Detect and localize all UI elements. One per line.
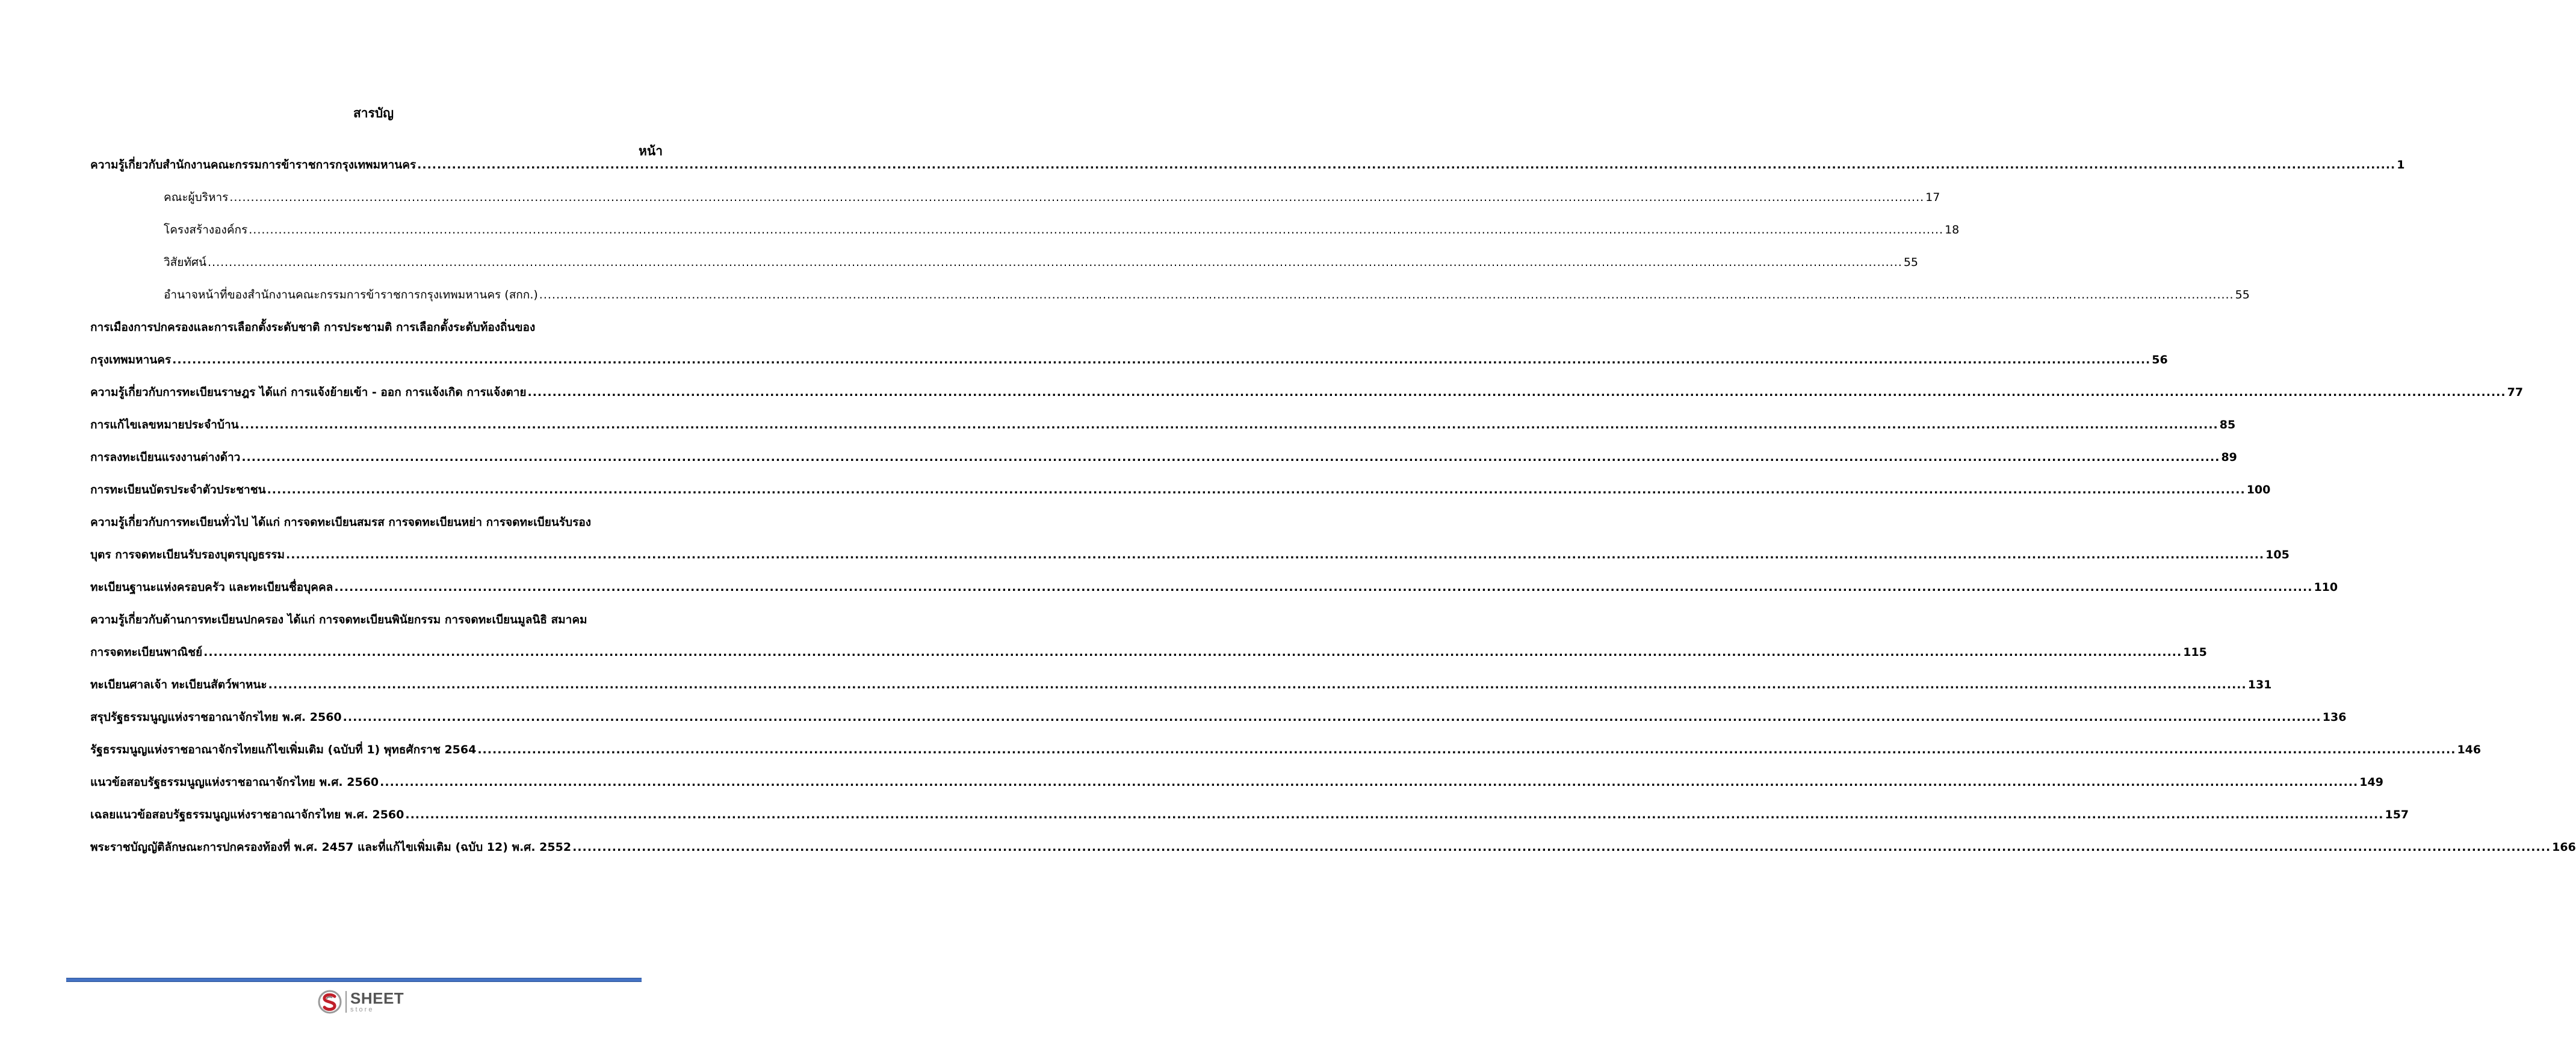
toc-entry-title: คณะผู้บริหาร <box>164 191 229 204</box>
dot-leader: ................................................................................................................................................................................................................................................................................................................................................................................................................ <box>207 256 1903 269</box>
toc-entry-title: พระราชบัญญัติลักษณะการปกครองท้องที่ พ.ศ. 2457 และที่แก้ไขเพิ่มเติม (ฉบับ 12) พ.ศ. 2552 <box>90 841 572 854</box>
dot-leader: ................................................................................................................................................................................................................................................................................................................................................................................................................ <box>477 743 2456 756</box>
toc-entry-title: การทะเบียนบัตรประจำตัวประชาชน <box>90 483 266 496</box>
page-title: สารบัญ <box>353 106 394 120</box>
toc-entry <box>90 376 2524 409</box>
toc-page-number: 1 <box>2397 158 2405 171</box>
toc-entry-title: กรุงเทพมหานคร <box>90 353 172 366</box>
toc-entry-title: บุตร การจดทะเบียนรับรองบุตรบุญธรรม <box>90 548 285 561</box>
footer-logo <box>318 989 404 1015</box>
dot-leader: ................................................................................................................................................................................................................................................................................................................................................................................................................ <box>286 548 2265 561</box>
toc-entry <box>164 181 1940 214</box>
toc-entry-title: ความรู้เกี่ยวกับการทะเบียนราษฎร ได้แก่ การแจ้งย้ายเข้า - ออก การแจ้งเกิด การแจ้งตาย <box>90 386 527 399</box>
toc-entry-title: แนวข้อสอบรัฐธรรมนูญแห่งราชอาณาจักรไทย พ.ศ. 2560 <box>90 776 379 789</box>
toc-page-number: 55 <box>2235 288 2250 301</box>
toc-entry <box>90 733 2482 766</box>
logo-subtitle: store <box>350 1006 374 1013</box>
toc-entry <box>90 831 2576 863</box>
dot-leader: ................................................................................................................................................................................................................................................................................................................................................................................................................ <box>268 678 2247 691</box>
toc-entry <box>90 149 2405 181</box>
toc-entry <box>90 798 2409 831</box>
toc-entry-title: การลงทะเบียนแรงงานต่างด้าว <box>90 451 241 464</box>
toc-entry-title: รัฐธรรมนูญแห่งราชอาณาจักรไทยแก้ไขเพิ่มเติม (ฉบับที่ 1) พุทธศักราช 2564 <box>90 743 477 756</box>
dot-leader: ................................................................................................................................................................................................................................................................................................................................................................................................................ <box>203 646 2182 659</box>
toc-entry-title: วิสัยทัศน์ <box>164 256 206 269</box>
toc-entry-title: สรุปรัฐธรรมนูญแห่งราชอาณาจักรไทย พ.ศ. 2560 <box>90 711 342 724</box>
toc-entry <box>90 506 2290 571</box>
dot-leader: ................................................................................................................................................................................................................................................................................................................................................................................................................ <box>249 223 1944 236</box>
toc-page-number: 17 <box>1925 191 1940 204</box>
toc-page-number: 85 <box>2219 418 2236 431</box>
dot-leader: ................................................................................................................................................................................................................................................................................................................................................................................................................ <box>527 386 2506 399</box>
toc-entry <box>90 604 2207 668</box>
toc-page-number: 166 <box>2552 841 2576 854</box>
toc-entry-title: อำนาจหน้าที่ของสำนักงานคณะกรรมการข้าราชการกรุงเทพมหานคร (สกก.) <box>164 288 538 301</box>
page-column-header: หน้า <box>639 144 663 158</box>
toc-entry <box>164 246 1918 279</box>
toc-page-number: 146 <box>2457 743 2482 756</box>
toc-entry-title: การจดทะเบียนพาณิชย์ <box>90 646 203 659</box>
dot-leader: ................................................................................................................................................................................................................................................................................................................................................................................................................ <box>572 841 2551 854</box>
toc-page-number: 56 <box>2152 353 2168 366</box>
toc-entry <box>90 701 2347 733</box>
toc-entry-title: ความรู้เกี่ยวกับด้านการทะเบียนปกครอง ได้แก่ การจดทะเบียนพินัยกรรม การจดทะเบียนมูลนิธิ สมาคม <box>90 613 587 626</box>
toc-page-number: 136 <box>2322 711 2347 724</box>
toc-entry <box>90 766 2383 798</box>
toc-page-number: 110 <box>2314 581 2338 594</box>
dot-leader: ................................................................................................................................................................................................................................................................................................................................................................................................................ <box>241 451 2220 464</box>
toc-entry-title: ความรู้เกี่ยวกับสำนักงานคณะกรรมการข้าราชการกรุงเทพมหานคร <box>90 158 416 171</box>
toc-page-number: 115 <box>2183 646 2207 659</box>
toc-entry <box>164 279 2250 311</box>
toc-entry <box>90 311 2168 376</box>
sheet-store-logo-icon <box>318 990 342 1014</box>
dot-leader: ................................................................................................................................................................................................................................................................................................................................................................................................................ <box>229 191 1925 204</box>
toc-page-number: 18 <box>1945 223 1960 236</box>
toc-page-number: 55 <box>1903 256 1918 269</box>
dot-leader: ................................................................................................................................................................................................................................................................................................................................................................................................................ <box>380 776 2359 789</box>
toc-entry-title: ทะเบียนศาลเจ้า ทะเบียนสัตว์พาหนะ <box>90 678 267 691</box>
toc-entry-title: เฉลยแนวข้อสอบรัฐธรรมนูญแห่งราชอาณาจักรไทย พ.ศ. 2560 <box>90 808 404 821</box>
dot-leader: ................................................................................................................................................................................................................................................................................................................................................................................................................ <box>334 581 2313 594</box>
toc-entry-title: ความรู้เกี่ยวกับการทะเบียนทั่วไป ได้แก่ การจดทะเบียนสมรส การจดทะเบียนหย่า การจดทะเบียนรับรอง <box>90 516 592 529</box>
toc-entry <box>90 668 2272 701</box>
toc-page-number: 105 <box>2265 548 2290 561</box>
toc-entry <box>90 441 2237 474</box>
toc-entry-title: โครงสร้างองค์กร <box>164 223 248 236</box>
logo-separator <box>345 991 347 1013</box>
toc-page-number: 77 <box>2507 386 2524 399</box>
toc-entry <box>90 571 2338 604</box>
toc-entry <box>90 474 2271 506</box>
dot-leader: ................................................................................................................................................................................................................................................................................................................................................................................................................ <box>267 483 2246 496</box>
toc-entry-title: การเมืองการปกครองและการเลือกตั้งระดับชาติ การประชามติ การเลือกตั้งระดับท้องถิ่นของ <box>90 321 536 334</box>
dot-leader: ................................................................................................................................................................................................................................................................................................................................................................................................................ <box>172 353 2151 366</box>
dot-leader: ................................................................................................................................................................................................................................................................................................................................................................................................................ <box>405 808 2384 821</box>
dot-leader: ................................................................................................................................................................................................................................................................................................................................................................................................................ <box>539 288 2234 301</box>
toc-entry <box>90 409 2236 441</box>
toc-page-number: 131 <box>2247 678 2272 691</box>
toc-entry-title: การแก้ไขเลขหมายประจำบ้าน <box>90 418 239 431</box>
dot-leader: ................................................................................................................................................................................................................................................................................................................................................................................................................ <box>417 158 2396 171</box>
toc-page-number: 149 <box>2359 776 2383 789</box>
logo-word: SHEET <box>350 989 404 1007</box>
toc-page-number: 100 <box>2246 483 2271 496</box>
dot-leader: ................................................................................................................................................................................................................................................................................................................................................................................................................ <box>342 711 2321 724</box>
toc-page-number: 89 <box>2221 451 2237 464</box>
toc-entry <box>164 214 1960 246</box>
toc-page-number: 157 <box>2385 808 2409 821</box>
toc-entry-title: ทะเบียนฐานะแห่งครอบครัว และทะเบียนชื่อบุคคล <box>90 581 333 594</box>
footer-rule <box>66 978 642 982</box>
dot-leader: ................................................................................................................................................................................................................................................................................................................................................................................................................ <box>240 418 2218 431</box>
